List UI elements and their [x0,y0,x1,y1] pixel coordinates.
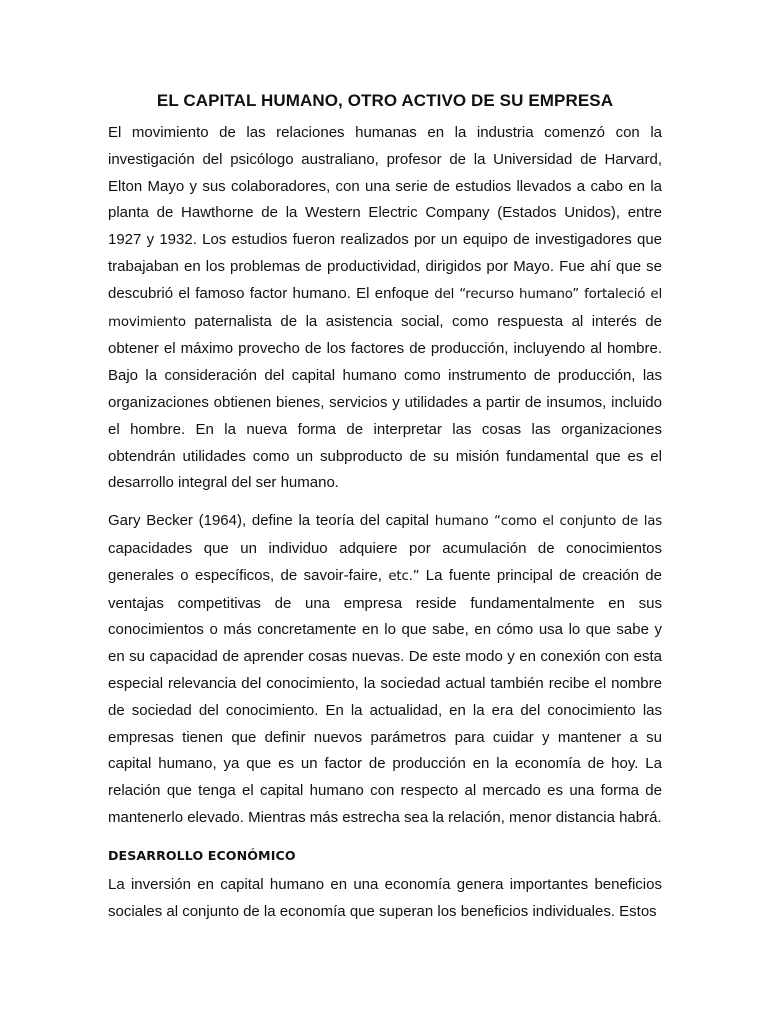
paragraph-2-quote-start: humano “como el conjunto de las [434,514,662,530]
paragraph-economic-development: La inversión en capital humano en una economía genera importantes beneficios sociales al conjunto de la economía que superan los beneficios individuales. Estos [108,875,662,920]
paragraph-gary-becker [108,508,662,832]
section-heading-desarrollo-economico: DESARROLLO ECONÓMICO [108,847,296,863]
paragraph-2-text-a: Gary Becker (1964), define la teoría del capital [108,512,435,530]
document-body [108,88,662,925]
paragraph-2-quote-end: etc.” [388,568,420,584]
paragraph-1-text-a: El movimiento de las relaciones humanas en la industria comenzó con la investigación del psicólogo australiano, profesor de la Universidad de Harvard, Elton Mayo y sus colaboradores, con una serie de estudios llevados a cabo en la planta de Hawthorne de la Western Electric Company (Estados Unidos), entre 1927 y 1932. Los estudios fueron realizados por un equipo de investigadores que trabajaban en los problemas de productividad, dirigidos por Mayo. Fue ahí que se descubrió el famoso factor humano. El enfoque [108,124,662,302]
paragraph-1-text-c: paternalista de la asistencia social, como respuesta al interés de obtener el máximo provecho de los factores de producción, incluyendo al hombre. Bajo la consideración del capital humano como instrumento de producción, las organizaciones obtienen bienes, servicios y utilidades a partir de insumos, incluido el hombre. En la nueva forma de interpretar las cosas las organizaciones obtendrán utilidades como un subproducto de su misión fundamental que es el desarrollo integral del ser humano. [108,312,662,492]
paragraph-1-quoted-phrase: del “recurso humano” fortaleció el movimiento [108,286,662,330]
paragraph-2-text-e: La fuente principal de creación de ventajas competitivas de una empresa reside fundamentalmente en sus conocimientos o más concretamente en lo que sabe, en cómo usa lo que sabe y en su capacidad de aprender cosas nuevas. De este modo y en conexión con esta especial relevancia del conocimiento, la sociedad actual también recibe el nombre de sociedad del conocimiento. En la actualidad, en la era del conocimiento las empresas tienen que definir nuevos parámetros para cuidar y mantener a su capital humano, ya que es un factor de producción en la economía de hoy. La relación que tenga el capital humano con respecto al mercado es una forma de mantenerlo elevado. Mientras más estrecha sea la relación, menor distancia habrá. [108,566,662,826]
paragraph-2-text-c: capacidades que un individuo adquiere por acumulación de conocimientos generales o específicos, de savoir-faire, [108,539,662,584]
paragraph-hawthorne-studies [108,120,662,497]
document-title: EL CAPITAL HUMANO, OTRO ACTIVO DE SU EMPRESA [156,91,614,110]
